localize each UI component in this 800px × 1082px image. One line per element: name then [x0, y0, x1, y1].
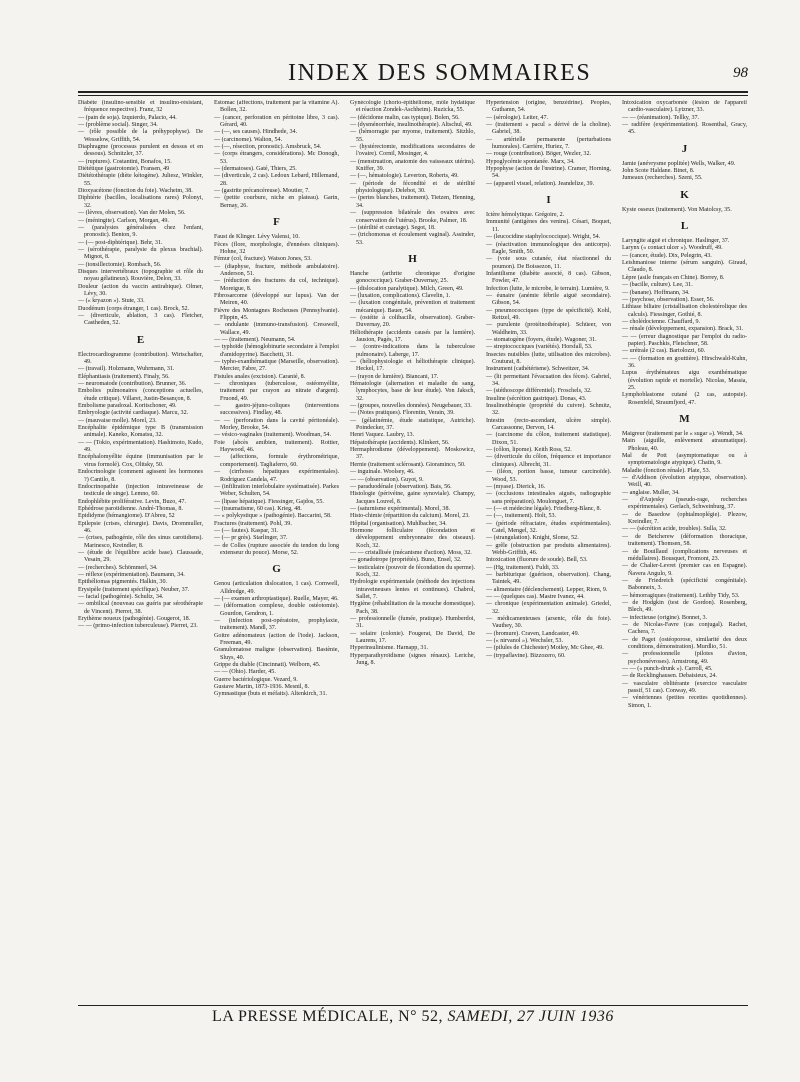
index-entry: Grippe du diable (Cincinnati). Welborn, 45.: [214, 662, 321, 669]
index-entry: — de Chalier-Levret (premier cas en Espagne). Ñavera Angulo, 9.: [622, 563, 747, 577]
index-entry: Endocrinopathie (injection intraveineuse de testicule de singe). Lemno, 60.: [78, 483, 203, 498]
index-entry: Diététothérapie (diète kétogène). Juliesz, Winkler, 55.: [78, 173, 203, 187]
index-entry: — (strangulation). Knight, Slome, 52.: [486, 535, 579, 542]
index-entry: — — (traitement). Neumann, 54.: [214, 336, 296, 343]
index-entry: Fémur (col, fracture). Watson Jones, 53.: [214, 256, 312, 263]
index-entry: — (réduction des fractures du col, technique). Moreigue, 8.: [214, 278, 339, 292]
index-entry: — (période réfractaire, études expérimentales). Catel, Mengel, 32.: [486, 520, 611, 534]
index-entry: — (rôle possible de la préhypophyse). De Wesselow, Griffith, 54.: [78, 129, 203, 143]
index-entry: — (suppression bilatérale des ovaires avec conservation de l'utérus). Brooke, Palmer, 18.: [350, 210, 475, 224]
index-entry: — (décidome malin, cas typique). Bolen, 56.: [350, 114, 460, 121]
index-entry: — (réactivation immunologique des anticorps). Eagle, Smith, 50.: [486, 241, 611, 255]
index-entry: Lèpre (asile français en Chine). Borrey, 8.: [622, 274, 725, 281]
index-entry: Infantilisme (diabète associé, 8 cas). Gibson, Fowler, 47.: [486, 270, 611, 285]
index-entry: — — (formation en gouttière). Hirschwald-Kuhn, 36.: [622, 355, 747, 369]
index-entry: Maladie (fonction rénale). Plate, 53.: [622, 467, 711, 474]
index-entry: — (« kryazon »). Stute, 33.: [78, 298, 145, 305]
index-entry: — professionnelle (pilotes d'avion, psychonévroses). Armstrong, 49.: [622, 651, 747, 665]
index-entry: Guerre bactériologique. Vezard, 9.: [214, 676, 298, 683]
index-entry: — (stérilité et curetage). Segot, 18.: [350, 224, 436, 231]
index-entry: — cholédocienne. Chauffard, 9.: [622, 318, 701, 325]
index-entry: Hermaphrodisme (développement). Moskowicz, 37.: [350, 447, 475, 461]
section-letter: H: [408, 252, 417, 265]
index-entry: Hydrologie expérimentale (méthode des injections intraveineuses lentes et continues). Chabrol, Sallet, 7.: [350, 579, 475, 600]
index-entry: — rénale (développement, expansion). Brack, 31.: [622, 326, 744, 333]
index-entry: — — (quelques cas). Mastre Ivanez, 44.: [486, 594, 585, 600]
index-entry: — de Bouillaud (complications nerveuses et médullaires). Bousquet, Fromont, 23.: [622, 548, 747, 562]
index-entry: — (voie sous cutanée, état réactionnel du poumon). De Boissezon, 11.: [486, 256, 611, 270]
index-entry: — (sérologie). Leiter, 47.: [486, 114, 549, 121]
index-entry: — réflexe (expérimentation). Baumann, 34.: [78, 571, 185, 578]
index-entry: — de Betcherew (déformation thoracique, traitement). Thomsen, 58.: [622, 533, 747, 548]
index-entry: — radifère (expérimentation). Rosenthal, Gracy, 45.: [622, 122, 747, 136]
index-entry: — (bromure). Craven, Landcaster, 49.: [486, 630, 580, 637]
index-entry: — (— pr grès). Starlinger, 37.: [214, 535, 288, 542]
index-entry: — (—, hématologie). Leverton, Roberts, 49.: [350, 173, 459, 180]
index-entry: — (— post-diphtérique). Behr, 31.: [78, 239, 163, 246]
index-entry: — typhoïde (hémoglobinurie secondaire à l'emploi d'amidopyrine). Bacchetti, 31.: [214, 344, 339, 358]
index-entry: — (dysménorrhée, insulinothérapie). Altschul, 49.: [350, 122, 473, 129]
index-entry: — (— et médecine légale). Friedberg-Blanc, 8.: [486, 505, 602, 512]
index-entry: Estomac (affections, traitement par la vitamine A). Bollen, 32.: [214, 100, 339, 114]
index-columns: [78, 100, 752, 1000]
index-entry: Endophlébite proliférative. Levin, Buzo, 47.: [78, 498, 186, 505]
index-entry: Epilepsie (crises, chirurgie). Davis, Drommuller, 46.: [78, 520, 203, 534]
index-entry: — d'Addison (évolution atypique, observation). Weill, 40.: [622, 475, 747, 489]
index-entry: Kyste osseux (traitement). Von Matolcsy, 35.: [622, 206, 732, 213]
index-entry: — (problème social). Singer, 34.: [78, 122, 158, 129]
index-entry: — (—, traitement). Holt, 53.: [486, 513, 557, 520]
index-entry: — (cirrhoses hépatiques expérimentales). Rodriguez Candela, 47.: [214, 469, 339, 483]
index-entry: — (luxation congénitale, prévention et traitement mécanique). Bauer, 54.: [350, 300, 475, 314]
index-entry: — médicamenteuses (arsenic, rôle du foie). Vauthey, 30.: [486, 616, 611, 630]
index-entry: — — (Tokio, expérimentation). Hashimoto, Kudo, 49.: [78, 439, 203, 454]
index-entry: Genou (articulation dislocation, 1 cas). Cornwell, Alldredge, 49.: [214, 581, 339, 595]
index-entry: Encéphalite épidémique type B (transmission animale). Kaneko, Komatsu, 32.: [78, 425, 203, 439]
index-entry: — (pilules de Chichester) Motley, Mc Ghee, 49.: [486, 645, 604, 652]
index-entry: Electrocardiogramme (contribution). Wirtschafter, 49.: [78, 351, 203, 365]
index-entry: — (iléon, portion basse, tumeur carcinoïde). Wood, 53.: [486, 469, 611, 483]
index-entry: — (héliophysiologie et héliothérapie clinique). Heckel, 17.: [350, 359, 475, 373]
index-entry: — (appareil visuel, relation). Jeandelize, 39.: [486, 180, 595, 187]
index-entry: — (— fautes). Kaspar, 31.: [214, 527, 279, 534]
index-entry: — solaire (colonie). Fougerat, De David, De Laurens, 17.: [350, 630, 475, 645]
index-entry: — (—, ses causes). Hindhede, 34.: [214, 129, 298, 136]
index-entry: — streptococciques (variétés). Horsfall, 53.: [486, 344, 593, 351]
index-entry: — (affections, formule érythrométrique, comportement). Tagliaferro, 60.: [214, 454, 339, 468]
index-entry: — — (perforation dans la cavité péritonéale). Morley, Brooke, 54.: [214, 417, 339, 432]
index-entry: Laryngite aiguë et chronique. Haslinger, 37.: [622, 238, 730, 245]
section-letter: I: [546, 194, 551, 207]
header-rule-thin: [78, 95, 748, 96]
index-entry: — gastro-jéjuno-coliques (interventions successives). Findlay, 48.: [214, 403, 339, 417]
index-entry: — — (réanimation). Tellky, 37.: [622, 114, 700, 121]
index-column-3: [350, 100, 475, 1000]
index-entry: Histologie (périvéine, gaine synoviale). Champy, Jacques Louvel, 8.: [350, 491, 475, 505]
index-entry: Embryologie (activité cardiaque). Marcu, 32.: [78, 410, 189, 417]
index-entry: Endocrinologie (comment agissent les hormones ?) Cantilo, 8.: [78, 469, 203, 483]
index-entry: Hématologie (alternation et maladie du sang, lymphocytes, base de leur étude). Von Jaksch, 32.: [350, 381, 475, 402]
index-entry: Diphtérie (bacilles, localisations rares) Polonyi, 32.: [78, 195, 203, 209]
index-entry: — (travail). Holzmann, Wuhrmann, 31.: [78, 366, 175, 373]
index-entry: — (Notes pratiques). Florentin, Verain, 39.: [350, 410, 455, 417]
index-column-5: [622, 100, 747, 1000]
index-entry: Douleur (action du vaccin antirabique). Olmer, Lévy, 30.: [78, 283, 203, 297]
index-entry: — chronique (expérimentation animale). Griedel, 32.: [486, 601, 611, 615]
index-entry: Jamie (anévrysme poplitée) Wells, Walker, 49.: [622, 160, 736, 167]
index-entry: — (gastrite précancéreuse). Moutier, 7.: [214, 188, 310, 195]
page-number: 98: [733, 65, 748, 81]
index-entry: — (menstruation, anatomie des vaisseaux utérins). Kniffer, 39.: [350, 158, 475, 173]
index-entry: Fistules anales (excision). Caranié, 8.: [214, 373, 306, 380]
index-entry: — (saturnisme expérimental). Morel, 38.: [350, 505, 451, 512]
index-entry: Fièvre des Montagnes Rocheuses (Pennsylvanie). Flippin, 45.: [214, 307, 339, 321]
index-entry: — vésico-vaginales (traitement). Woodman, 54.: [214, 432, 332, 439]
index-entry: Duodénum (corps étranger, 1 cas). Brock, 52.: [78, 305, 190, 312]
index-entry: — (mauvaise molle). Morel, 23.: [78, 417, 157, 424]
index-entry: — — (Ohio). Harder, 45.: [214, 669, 276, 676]
index-entry: — (étude de l'équilibre acide base). Claussade, Vesain, 29.: [78, 549, 203, 564]
index-entry: — (période de fécondité et de stérilité physiologique). Delebot, 30.: [350, 180, 475, 195]
index-entry: — (côlon, lipome). Keith Ross, 52.: [486, 447, 572, 454]
index-entry: Epididyme (hémangiome). D'Abreu, 52: [78, 513, 175, 520]
index-entry: — gonadotrope (propriétés). Buno, Ensel, 32.: [350, 557, 462, 564]
issue-date: SAMEDI, 27 JUIN 1936: [447, 1008, 614, 1025]
index-entry: — (méningite). Carlson, Morgan, 49.: [78, 217, 169, 224]
index-entry: — (luxation, complications). Clavelin, 1.: [350, 292, 451, 299]
index-entry: Larynx (« contact ulcer »). Woodruff, 49.: [622, 245, 723, 252]
index-entry: — testiculaire (pouvoir de fécondation du sperme). Koch, 32.: [350, 564, 475, 578]
index-entry: Hépatothérapie (accidents). Klinkert, 56.: [350, 439, 450, 446]
index-entry: — — (sécrétion acide, troubles). Sulla, 32.: [622, 526, 727, 533]
index-entry: — (stéthoscope différentiel). Froschels, 32.: [486, 388, 592, 395]
index-entry: — urétrale (2 cas). Bartolozzi, 60.: [622, 348, 706, 355]
index-entry: Encéphalomyélite équine (immunisation par le virus formolé). Cox, Olitsky, 50.: [78, 454, 203, 468]
index-entry: — (diaphyse, fracture, méthode ambulatoire). Anderson, 51.: [214, 263, 339, 277]
index-entry: — (hémorragie par myome, traitement). Sitzhlo, 55.: [350, 129, 475, 143]
index-entry: — « polykystique » (pathogénie). Baccarini, 58.: [214, 513, 332, 520]
index-entry: — (« nirvanol »). Wechsler, 53.: [486, 638, 563, 645]
index-entry: Hernie (traitement sclérosant). Gioraminco, 50.: [350, 461, 466, 468]
index-entry: Granulomatose maligne (observation). Bastènie, Sluys, 40.: [214, 647, 339, 661]
index-entry: Ictère hémolytique. Grégoire, 2.: [486, 212, 565, 219]
index-entry: — vénériennes (petites recettes quotidiennes). Simon, 1.: [622, 695, 747, 709]
index-entry: — (—, résection, pronostic). Amsbruck, 54.: [214, 144, 322, 151]
index-entry: Faust de Klinger. Lévy Valensi, 10.: [214, 234, 300, 241]
section-letter: F: [273, 216, 280, 229]
index-entry: Insuline (sécrétion gastrique). Donas, 43.: [486, 395, 587, 402]
index-entry: — anglaise. Muller, 34.: [622, 489, 680, 496]
index-entry: — (diverticule, ablation, 3 cas). Fletcher, Castheden, 52.: [78, 312, 203, 327]
index-entry: — (gélatinémie, étude statistique, Autriche). Poindecker, 37.: [350, 417, 475, 432]
index-entry: — — (primo-infection tuberculeuse). Pierret, 23.: [78, 623, 198, 630]
index-entry: — (lèvres, observation). Van der Molen, 56.: [78, 210, 186, 217]
index-entry: — (— examen arthroptastique). Ruelle, Mayer, 46.: [214, 595, 339, 602]
index-entry: Erysipèle (traitement spécifique). Neuber, 37.: [78, 586, 190, 593]
index-entry: — professionnelle (fumée, pratique). Humberdoi, 31.: [350, 616, 475, 630]
index-entry: — ondulante (immuno-transfusion). Cresswell, Wallace, 49.: [214, 322, 339, 336]
index-column-1: [78, 100, 203, 1000]
index-entry: — inguinale. Woolsey, 46.: [350, 469, 415, 476]
index-entry: Ephédrose parotidienne. André-Thomas, 8.: [78, 505, 183, 512]
index-entry: — purulente (protéinothérapie). Schüeer, von Waldheim, 33.: [486, 322, 611, 336]
index-entry: — (cancer, étude). Dix, Pelegrin, 43.: [622, 252, 712, 259]
index-entry: John Scote Haldane. Binet, 8.: [622, 168, 695, 175]
section-letter: E: [136, 333, 145, 346]
index-entry: — (hystérectomie, modifications secondaires de l'ovaire). Cornil, Mosinger, 4.: [350, 144, 475, 158]
index-entry: Embolisme paradoxal. Koritschoner, 49.: [78, 403, 177, 410]
index-entry: Hormone folliculaire (fécondation et développement embryonnaire des oiseaux). Koch, 32.: [350, 527, 475, 549]
index-entry: — (lipase hépatique). Fiessinger, Gajdos, 55.: [214, 498, 324, 505]
index-entry: Henri Vaquez. Laubry, 13.: [350, 432, 415, 439]
section-letter: J: [681, 142, 688, 155]
index-entry: Maigreur (traitement par le « sugar »). Wendt, 34.: [622, 431, 744, 437]
index-entry: — — (« punch-drunk »). Carroll, 45.: [622, 666, 713, 672]
index-entry: Intestin (recto-ascendant, ulcère simple). Carcassonne, Dervon, 14.: [486, 417, 611, 432]
index-entry: Hôpital (organisation). Muhlbacher, 34.: [350, 520, 447, 527]
index-entry: — (leucocidine staphylococcique). Wright, 54.: [486, 234, 601, 241]
index-entry: Infection (lutte, le microbe, le terrain). Lumière, 9.: [486, 285, 610, 292]
index-entry: — pneumococciques (type de spécificité). Kohl, Reitzel, 49.: [486, 307, 611, 321]
index-entry: Héliothérapie (accidents causés par la lumière). Jausion, Pagès, 17.: [350, 329, 475, 343]
index-column-2: [214, 100, 339, 1000]
index-entry: Diaphragme (processus purulent en dessus et en dessous). Schnitzler, 37.: [78, 144, 203, 158]
index-entry: — (cancer, perforation en péritoine libre, 3 cas). Gérard, 40.: [214, 114, 339, 129]
index-entry: — neuromatode (contribution). Brunner, 36.: [78, 381, 187, 388]
header-rule: [78, 91, 748, 93]
index-entry: — (infection post-opératoire, prophylaxie, traitement). Mandl, 37.: [214, 618, 339, 632]
index-entry: — (bacille, culture). Lee, 31.: [622, 282, 693, 289]
index-entry: — (myase). Dierick, 16.: [486, 483, 546, 490]
index-entry: — de Basedow (ophtalmoplégie). Plezow, Kreindler, 7.: [622, 511, 747, 526]
index-entry: Gustave Martin, 1873-1936. Mesnil, 8.: [214, 684, 310, 691]
index-entry: — (diverticule du côlon, fréquence et importance cliniques). Albrecht, 31.: [486, 454, 611, 468]
index-entry: Fibrosarcome (développé sur lupus). Van der Meiren, 40.: [214, 292, 339, 307]
index-entry: Insulinothérapie (propriété du cuivre). Schmitz, 32.: [486, 403, 611, 417]
index-entry: — (psychose, observation). Esser, 56.: [622, 296, 715, 303]
index-entry: Fèces (flore, morphologie, d'ennéses cliniques). Hohne, 32: [214, 241, 339, 255]
index-entry: — (infiltration interlobulaire systématisée). Parkes Weber, Schulten, 54.: [214, 483, 339, 498]
index-entry: — (pertes blanches, traitement). Tietzen, Henning, 34.: [350, 195, 475, 209]
index-entry: — (corps étrangers, considérations). Mc Donogh, 53.: [214, 151, 339, 165]
index-entry: — chroniques (tuberculose, ostéomyélite, traitement par crayon au nitrate d'argent). Fruond, 49.: [214, 381, 339, 402]
index-entry: Dioxyacétone (fonction du foie). Wacheim, 38.: [78, 188, 193, 195]
page-footer: [78, 1008, 748, 1038]
index-entry: — (carcinome du côlon, traitement statistique). Dixon, 51.: [486, 432, 611, 446]
index-entry: Histo-chimie (répartition du calcium). Morel, 23.: [350, 513, 470, 520]
index-entry: — de Colles (rupture associée du tendon du long extenseur du pouce). Morse, 52.: [214, 542, 339, 556]
index-entry: Insectes nuisibles (lutte, utilisation des microbes). Couturat, 8.: [486, 351, 611, 365]
index-entry: Gynécologie (chorio-épithéliome, môle hydatique et réaction Zondek-Aschheim). Ruzicka, 55.: [350, 100, 475, 114]
index-entry: — paraduodénale (observation). Bais, 56.: [350, 483, 452, 490]
index-entry: — (tonsillectomie). Rombach, 56.: [78, 261, 162, 268]
index-entry: Jumeaux (recherches). Szeni, 55.: [622, 175, 703, 182]
index-entry: — — cristallisée (mécanisme d'action). Moss, 32.: [350, 549, 472, 556]
index-entry: — (ruptures). Costantini, Bonafos, 15.: [78, 158, 172, 165]
index-title: INDEX DES SOMMAIRES: [288, 60, 592, 86]
index-entry: — artérielle permanente (perturbations humorales). Carrière, Huriez, 7.: [486, 136, 611, 151]
index-entry: Diabète (insulino-sensible et insulino-résistant, fréquence respective). Franz, 32: [78, 100, 203, 114]
footer-rule: [78, 1005, 748, 1006]
index-entry: Hyperinsulinisme. Harnapp, 31.: [350, 645, 429, 652]
index-entry: — (trypaflavine). Bizzozero, 60.: [486, 652, 566, 659]
index-entry: Lithiase biliaire (cristallisation cholestérolique des calculs). Fiessinger, Gothié, 8.: [622, 304, 747, 318]
index-entry: — (crises, pathogénie, rôle des sinus carotidiens). Marinesco, Kreindler, 8.: [78, 535, 203, 549]
index-entry: Immunité (antigènes des venins). Césari, Boquet, 11.: [486, 219, 611, 233]
index-entry: — (groupes, nouvelles données). Neugebauer, 33.: [350, 403, 472, 410]
index-entry: — stomatogène (foyers, étude). Wagoner, 31.: [486, 336, 597, 343]
index-entry: Embolies pulmonaires (conceptions actuelles, étude critique). Villaret, Justin-Besançon, 8.: [78, 388, 203, 402]
index-entry: — (dislocation paralytique). Milch, Green, 49.: [350, 285, 464, 292]
index-entry: — de Nicolas-Favre (cas conjugal). Rachet, Cachera, 7.: [622, 621, 747, 636]
index-entry: — de Recklinghausen. Debaisieux, 24.: [622, 673, 717, 680]
index-entry: — — (erreur diagnostique par l'emploi du radio-papier). Paschkis, Fleischner, 58.: [622, 333, 747, 347]
index-entry: Intoxication oxycarbonée (lésion de l'appareil cardio-vasculaire). Lytzner, 33.: [622, 100, 747, 114]
index-entry: Leishmaniose interne (sérum sanguin). Giraud, Claudo, 8.: [622, 260, 747, 274]
section-letter: M: [679, 413, 690, 425]
page-header: [78, 60, 748, 90]
index-entry: Epithéliomas pigmentés. Halkin, 30.: [78, 579, 168, 586]
index-entry: — — (observation). Guyot, 9.: [350, 476, 424, 483]
index-entry: — (diverticule, 2 cas). Ledoux Lebard, Hillemand, 28.: [214, 173, 339, 187]
index-entry: — (traumatisme, 60 cas). Krieg, 48.: [214, 505, 302, 512]
index-entry: Hanche (arthrite chronique d'origine gonococcique). Graber-Duvernay, 25.: [350, 270, 475, 285]
index-entry: Mal de Pott (asymptomatique ou à symptomatologie atypique). Chatin, 9.: [622, 453, 747, 467]
index-entry: Instrument (cathétérisme). Schweitzer, 34.: [486, 366, 590, 373]
index-entry: — de Friedreich (spécificité congénitale). Babonneix, 3.: [622, 577, 747, 592]
index-entry: — (déformation complexe, double ostéotomie). Gourdon, Gendron, 1.: [214, 603, 339, 617]
index-entry: Fractures (traitement). Pohl, 39.: [214, 520, 292, 527]
index-entry: — de Hodgkin (test de Gordon). Rosenberg, Blech, 49.: [622, 599, 747, 614]
index-entry: — éunaire (anémie fébrile aiguë secondaire). Gibson, 54.: [486, 292, 611, 307]
index-entry: Eléphantiasis (traitement). Finaly, 56.: [78, 373, 170, 380]
index-entry: Lymphoblastome cutané (2 cas, autopsie). Rosenfeld, Straumfjord, 47.: [622, 392, 747, 406]
index-entry: — (lit permettant l'évacuation des fèces). Gabriel, 34.: [486, 373, 611, 388]
index-entry: Hyperparathyroïdisme (signes rénaux). Leriche, Jung, 8.: [350, 652, 475, 667]
index-entry: Hygiène (réhabilitation de la mouche domestique). Pach, 38.: [350, 601, 475, 615]
section-letter: G: [272, 563, 281, 576]
index-entry: — (occlusions intestinales aiguës, radiographie sans préparation). Moulonguet, 7.: [486, 491, 611, 505]
index-entry: Diététique (gastrotomie). Fransen, 49: [78, 166, 170, 173]
index-entry: — barbiturique (guérison, observation). Chang, Taintek, 49.: [486, 571, 611, 586]
index-entry: — infectieuse (origine). Bonnet, 3.: [622, 614, 708, 621]
index-entry: — (pain de soja). Izquierdo, Palacio, 44.: [78, 114, 177, 121]
section-letter: K: [680, 188, 689, 201]
index-entry: — hémorragiques (traitement). Lethby Tidy, 53.: [622, 592, 740, 599]
index-entry: — (ostéite à colibacille, observation). Graber-Duvernay, 20.: [350, 314, 475, 329]
index-entry: — (dermatoses). Gaté, Thiers, 25.: [214, 166, 297, 173]
index-entry: Disques intervertébraux (topographie et rôle du noyau gélatineux). Rouvière, Delon, 33.: [78, 268, 203, 283]
index-entry: — (trichomonas et écoulement vaginal). Assinder, 53.: [350, 232, 475, 246]
index-entry: Hypoglycémie spontanée. Marx, 34.: [486, 158, 575, 165]
index-entry: — rouge (contribution). Böger, Wezler, 32.: [486, 151, 592, 158]
index-entry: — d'Aujesky (pseudo-rage, recherches expérimentales). Gerlach, Schweinburg, 37.: [622, 497, 747, 511]
index-entry: Erythème noueux (pathogénie). Gougerot, 18.: [78, 616, 191, 623]
index-entry: — facial (pathogénie). Schultz, 34.: [78, 594, 164, 600]
index-entry: — (Hg, traitement). Fuldi, 33.: [486, 564, 560, 571]
index-entry: — alimentaire (déclenchement). Lepper, Riom, 9.: [486, 586, 608, 593]
index-entry: Main (aiguille, enlèvement atraumatique). Pholeau, 40.: [622, 438, 747, 452]
index-entry: — (paralysies généralisées chez l'enfant, pronostic). Benton, 9.: [78, 224, 203, 239]
section-letter: L: [680, 220, 689, 233]
index-entry: Lupus érythémateux aigu exanthématique (évolution rapide et mortelle). Nicolas, Massia, 25.: [622, 370, 747, 391]
index-entry: — (traitement « pacul » dérivé de la choline). Gabriel, 38.: [486, 122, 611, 136]
index-column-4: [486, 100, 611, 1000]
index-entry: — de Paget (ostéoporose, similarité des deux conditions, démonstration). Murdlio, 51.: [622, 636, 747, 650]
index-entry: Hypertension (origine, benzédrine). Peoples, Guthamn, 54.: [486, 100, 611, 114]
index-entry: — (rayon de lumière). Biancani, 17.: [350, 373, 439, 380]
index-entry: — (petite courbure, niche en plateau). Garin, Bernay, 26.: [214, 195, 339, 209]
index-entry: — typho-exanthématique (Marseille, observation). Mercier, Fabre, 27.: [214, 359, 339, 373]
index-entry: Intoxication (fluorure de soude). Bell, 53.: [486, 557, 588, 564]
index-entry: — grêle (obstruction par produits alimentaires). Webb-Griffith, 46.: [486, 542, 611, 556]
journal-issue: LA PRESSE MÉDICALE, N° 52,: [212, 1008, 444, 1025]
index-entry: — (sérothérapie, paralysie du plexus brachial). Mignot, 8.: [78, 246, 203, 261]
index-entry: Gymnastique (buts et méfaits). Altenkirch, 31.: [214, 691, 328, 698]
index-entry: — (recherches). Schömmerl, 34.: [78, 564, 158, 571]
index-entry: — (banane). Hoffmann, 34.: [622, 289, 690, 296]
index-entry: — ombilical (nouveau cas guéris par sérothérapie de Vincent). Pierret, 38.: [78, 601, 203, 615]
index-entry: — (carcinome). Walton, 54.: [214, 136, 283, 143]
index-entry: — vasculaire oblitérante (exercice vasculaire passif, 51 cas). Conway, 49.: [622, 680, 747, 695]
index-entry: — (contre-indications dans la tuberculose pulmonaire). Laberge, 17.: [350, 344, 475, 358]
index-entry: Goitre adénomateux (action de l'iode). Jackson, Freeman, 49.: [214, 632, 339, 647]
index-entry: Hypophyse (action de l'œstrine). Cramer, Horning, 54.: [486, 166, 611, 180]
index-entry: Foie (abcès amibien, traitement). Rottier, Haywood, 46.: [214, 439, 339, 454]
